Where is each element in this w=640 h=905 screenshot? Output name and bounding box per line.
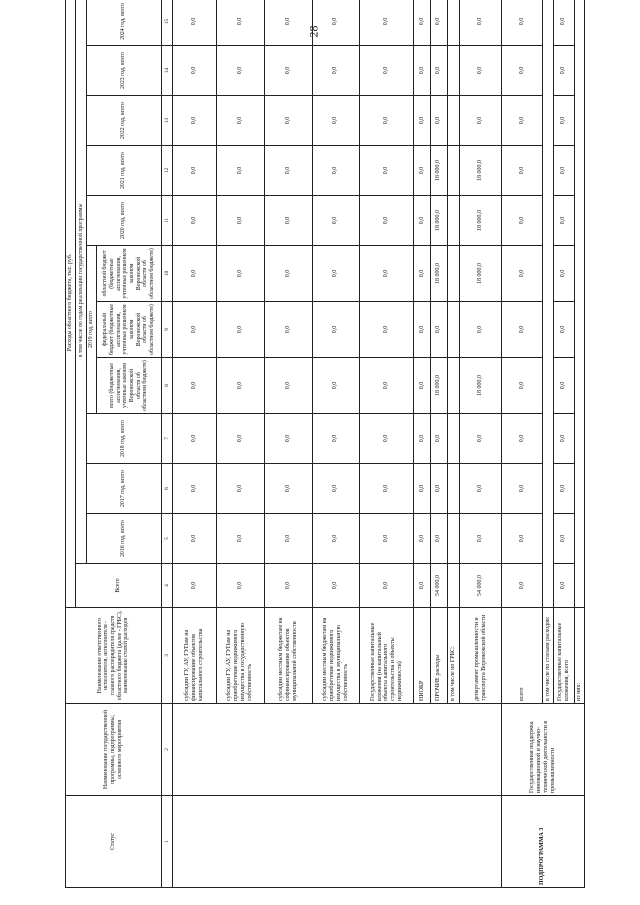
expense-value: 18 000,0: [460, 196, 502, 246]
expense-value: 0,0: [312, 146, 360, 196]
expense-value: 18 000,0: [431, 146, 448, 196]
expense-value: 0,0: [216, 96, 264, 146]
expense-value: 0,0: [173, 46, 217, 96]
expense-value: 0,0: [414, 246, 431, 302]
header-status: Статус: [66, 796, 162, 888]
subprogram-total-value: 0,0: [501, 302, 543, 358]
gov-cap-value: 0,0: [553, 46, 574, 96]
expense-value: 0,0: [173, 464, 217, 514]
expense-value: 0,0: [173, 196, 217, 246]
expense-value: 0,0: [264, 196, 312, 246]
expense-value: [447, 46, 459, 96]
subprogram-total-value: 0,0: [501, 464, 543, 514]
expense-value: 0,0: [264, 514, 312, 564]
expense-rows: [173, 0, 502, 888]
gov-cap-value: 0,0: [553, 96, 574, 146]
header-2023: 2023 год, всего: [86, 46, 161, 96]
expense-value: 0,0: [264, 46, 312, 96]
header-program-name: Наименование государственной программы, подпрограммы, основного мероприятия: [66, 704, 162, 796]
expense-value: 0,0: [414, 564, 431, 608]
header-2022: 2022 год, всего: [86, 96, 161, 146]
index-cell: 10: [161, 246, 172, 302]
empty-cell: [543, 0, 553, 608]
header-expenses-title: Расходы областного бюджета, тыс. руб.: [66, 0, 76, 608]
index-cell: 14: [161, 46, 172, 96]
expense-value: 0,0: [460, 302, 502, 358]
gov-cap-label: Государственные капитальные вложения, всего: [553, 608, 574, 704]
index-cell: 9: [161, 302, 172, 358]
expense-value: 0,0: [264, 358, 312, 414]
expense-value: [447, 246, 459, 302]
expense-value: 0,0: [414, 96, 431, 146]
expense-value: 0,0: [312, 464, 360, 514]
gov-cap-value: 0,0: [553, 514, 574, 564]
header-2019-group: 2019 год, всего: [86, 246, 96, 414]
expense-value: 0,0: [414, 196, 431, 246]
gov-cap-value: 0,0: [553, 0, 574, 46]
expense-value: 0,0: [431, 96, 448, 146]
index-cell: 12: [161, 146, 172, 196]
expense-value: 0,0: [360, 464, 414, 514]
expense-value: 0,0: [460, 0, 502, 46]
expense-value: 0,0: [173, 0, 217, 46]
index-cell: 6: [161, 464, 172, 514]
expense-value: 0,0: [216, 246, 264, 302]
header-2024: 2024 год, всего: [86, 0, 161, 46]
expense-value: [447, 0, 459, 46]
subprogram-total-value: 0,0: [501, 564, 543, 608]
expense-value: 0,0: [431, 302, 448, 358]
expense-value: 0,0: [360, 46, 414, 96]
subprogram-total-value: 0,0: [501, 0, 543, 46]
expense-item-label: субсидии ГУ, АУ, ГУПам на финансирование объектов капитального строительства: [173, 608, 217, 704]
expense-value: 0,0: [414, 46, 431, 96]
expense-value: 0,0: [216, 302, 264, 358]
expense-item-label: субсидии местным бюджетам на софинансирование объектов муниципальной собственности: [264, 608, 312, 704]
table-row: [173, 0, 217, 888]
expense-value: 0,0: [431, 46, 448, 96]
index-cell: 5: [161, 514, 172, 564]
page-number: 28: [306, 25, 321, 38]
header-2019-reg: областной бюджет (бюджетные ассигнования, учтенные решением законом Воронежской области об областном бюджете): [97, 246, 161, 302]
subprogram-total-value: 0,0: [501, 146, 543, 196]
expense-value: 0,0: [173, 564, 217, 608]
expense-value: 0,0: [414, 0, 431, 46]
header-2021: 2021 год, всего: [86, 146, 161, 196]
expense-value: 0,0: [264, 0, 312, 46]
expense-value: 0,0: [414, 358, 431, 414]
expense-value: 0,0: [264, 414, 312, 464]
expense-value: 0,0: [264, 146, 312, 196]
subprogram-total-label: всего: [501, 608, 543, 704]
gov-cap-value: 0,0: [553, 414, 574, 464]
expense-value: [447, 464, 459, 514]
expense-value: 0,0: [460, 46, 502, 96]
index-cell: 4: [161, 564, 172, 608]
gov-cap-value: 0,0: [553, 246, 574, 302]
gov-cap-value: 0,0: [553, 302, 574, 358]
expense-value: 0,0: [264, 246, 312, 302]
expense-value: 0,0: [264, 96, 312, 146]
expense-value: 0,0: [216, 514, 264, 564]
expense-value: 0,0: [312, 0, 360, 46]
expense-value: 0,0: [360, 146, 414, 196]
status-cell: [173, 796, 502, 888]
expense-value: 0,0: [264, 464, 312, 514]
expense-value: 0,0: [173, 358, 217, 414]
expense-value: 0,0: [414, 464, 431, 514]
expense-value: 0,0: [173, 302, 217, 358]
expense-value: 0,0: [312, 414, 360, 464]
index-cell: 8: [161, 358, 172, 414]
expense-value: 0,0: [460, 96, 502, 146]
expense-value: [447, 302, 459, 358]
expense-value: 0,0: [216, 0, 264, 46]
expense-value: 0,0: [216, 464, 264, 514]
subprogram-total-value: 0,0: [501, 196, 543, 246]
subprogram-total-value: 0,0: [501, 246, 543, 302]
program-cell: [173, 704, 502, 796]
header-years-sub: в том числе по годам реализации государственной программы: [76, 0, 86, 564]
expense-value: 0,0: [360, 246, 414, 302]
expense-value: [447, 564, 459, 608]
gov-cap-value: 0,0: [553, 564, 574, 608]
expense-value: 0,0: [216, 414, 264, 464]
expense-value: 0,0: [360, 0, 414, 46]
expense-value: 0,0: [312, 196, 360, 246]
expense-value: [447, 358, 459, 414]
index-cell: 7: [161, 414, 172, 464]
expense-value: 0,0: [173, 246, 217, 302]
expense-value: [447, 196, 459, 246]
expense-value: 0,0: [431, 514, 448, 564]
expense-value: 0,0: [312, 514, 360, 564]
expense-value: 0,0: [414, 302, 431, 358]
expense-value: 0,0: [360, 514, 414, 564]
table-row: [501, 0, 543, 888]
index-cell: 3: [161, 608, 172, 704]
expense-value: 0,0: [360, 302, 414, 358]
subprogram-status: ПОДПРОГРАММА 3: [501, 796, 584, 888]
index-cell: 2: [161, 704, 172, 796]
expense-value: 54 000,0: [460, 564, 502, 608]
expenses-table: [65, 0, 585, 888]
gov-cap-value: 0,0: [553, 146, 574, 196]
header-2020: 2020 год, всего: [86, 196, 161, 246]
expense-value: 0,0: [216, 146, 264, 196]
expense-value: 0,0: [312, 96, 360, 146]
subprogram-total-value: 0,0: [501, 358, 543, 414]
index-cell: 11: [161, 196, 172, 246]
expense-item-label: НИОКР: [414, 608, 431, 704]
expense-item-label: Государственные капитальные вложения (на капитальный объекты капитального строительства и объекты недвижимости): [360, 608, 414, 704]
expense-value: [447, 514, 459, 564]
expense-value: 0,0: [173, 146, 217, 196]
expense-value: 0,0: [312, 564, 360, 608]
index-cell: 13: [161, 96, 172, 146]
subprogram-total-value: 0,0: [501, 46, 543, 96]
expense-value: 18 000,0: [431, 196, 448, 246]
expense-value: 0,0: [414, 414, 431, 464]
index-cell: 15: [161, 0, 172, 46]
gov-cap-value: 0,0: [553, 464, 574, 514]
expense-value: 0,0: [414, 146, 431, 196]
expense-value: 0,0: [360, 196, 414, 246]
header-recipient: Наименование ответственного исполнителя, исполнителя - главного распорядителя средств областного бюджета (далее - ГРБС), наименование статей расходов: [66, 608, 162, 704]
expense-item-label: субсидии местным бюджетам на приобретение недвижимого имущества в муниципальную собственность: [312, 608, 360, 704]
expense-value: 0,0: [216, 564, 264, 608]
expense-value: [447, 146, 459, 196]
expense-item-label: департамент промышленности и транспорта Воронежской области: [460, 608, 502, 704]
expense-value: 0,0: [360, 96, 414, 146]
expense-value: 0,0: [431, 464, 448, 514]
expense-value: 0,0: [431, 414, 448, 464]
expense-value: 54 000,0: [431, 564, 448, 608]
expense-value: 18 000,0: [460, 146, 502, 196]
expense-value: 0,0: [360, 358, 414, 414]
expense-value: 18 000,0: [431, 246, 448, 302]
expense-value: 0,0: [264, 302, 312, 358]
subprogram-total-value: 0,0: [501, 414, 543, 464]
expense-item-label: в том числе по ГРБС:: [447, 608, 459, 704]
header-2018: 2018 год, всего: [86, 414, 161, 464]
expense-value: 0,0: [414, 514, 431, 564]
expense-value: 0,0: [216, 46, 264, 96]
expense-value: [447, 414, 459, 464]
header-2016: 2016 год, всего: [86, 514, 161, 564]
empty-cell: [574, 0, 584, 608]
index-row: [161, 0, 172, 888]
expense-value: 0,0: [173, 514, 217, 564]
subprogram-total-value: 0,0: [501, 514, 543, 564]
header-2019-all: всего (бюджетные ассигнования, учтенные законом Воронежской области об областном бюджете): [97, 358, 161, 414]
expense-value: 18 000,0: [431, 358, 448, 414]
expense-value: 0,0: [312, 46, 360, 96]
expense-item-label: ПРОЧИЕ расходы: [431, 608, 448, 704]
expense-value: 0,0: [360, 414, 414, 464]
expense-value: 0,0: [312, 302, 360, 358]
expense-value: 0,0: [264, 564, 312, 608]
of-them-label: из них:: [574, 608, 584, 704]
header-2019-fed: федеральный бюджет (бюджетные ассигнования, учтенные решением законом Воронежской области об областном бюджете): [97, 302, 161, 358]
expense-value: 0,0: [312, 358, 360, 414]
expense-item-label: субсидии ГУ, АУ, ГУПам на приобретение недвижимого имущества в государственную собственность: [216, 608, 264, 704]
expense-value: 0,0: [312, 246, 360, 302]
header-total: Всего: [76, 564, 161, 608]
expense-value: 0,0: [216, 358, 264, 414]
expense-value: 0,0: [173, 414, 217, 464]
expense-value: 0,0: [431, 0, 448, 46]
header-2017: 2017 год, всего: [86, 464, 161, 514]
expense-value: 0,0: [460, 414, 502, 464]
gov-cap-value: 0,0: [553, 196, 574, 246]
index-cell: 1: [161, 796, 172, 888]
expense-value: 0,0: [360, 564, 414, 608]
gov-cap-value: 0,0: [553, 358, 574, 414]
expense-value: [447, 96, 459, 146]
expense-value: 0,0: [460, 514, 502, 564]
expense-value: 0,0: [173, 96, 217, 146]
expense-value: 18 000,0: [460, 358, 502, 414]
subprogram-total-value: 0,0: [501, 96, 543, 146]
expense-value: 18 000,0: [460, 246, 502, 302]
expense-value: 0,0: [460, 464, 502, 514]
subprogram-in-label: в том числе по статьям расходов:: [543, 608, 553, 704]
subprogram-name: Государственная поддержка инновационной и научно-технической деятельности в промышленности: [501, 704, 584, 796]
expense-value: 0,0: [216, 196, 264, 246]
